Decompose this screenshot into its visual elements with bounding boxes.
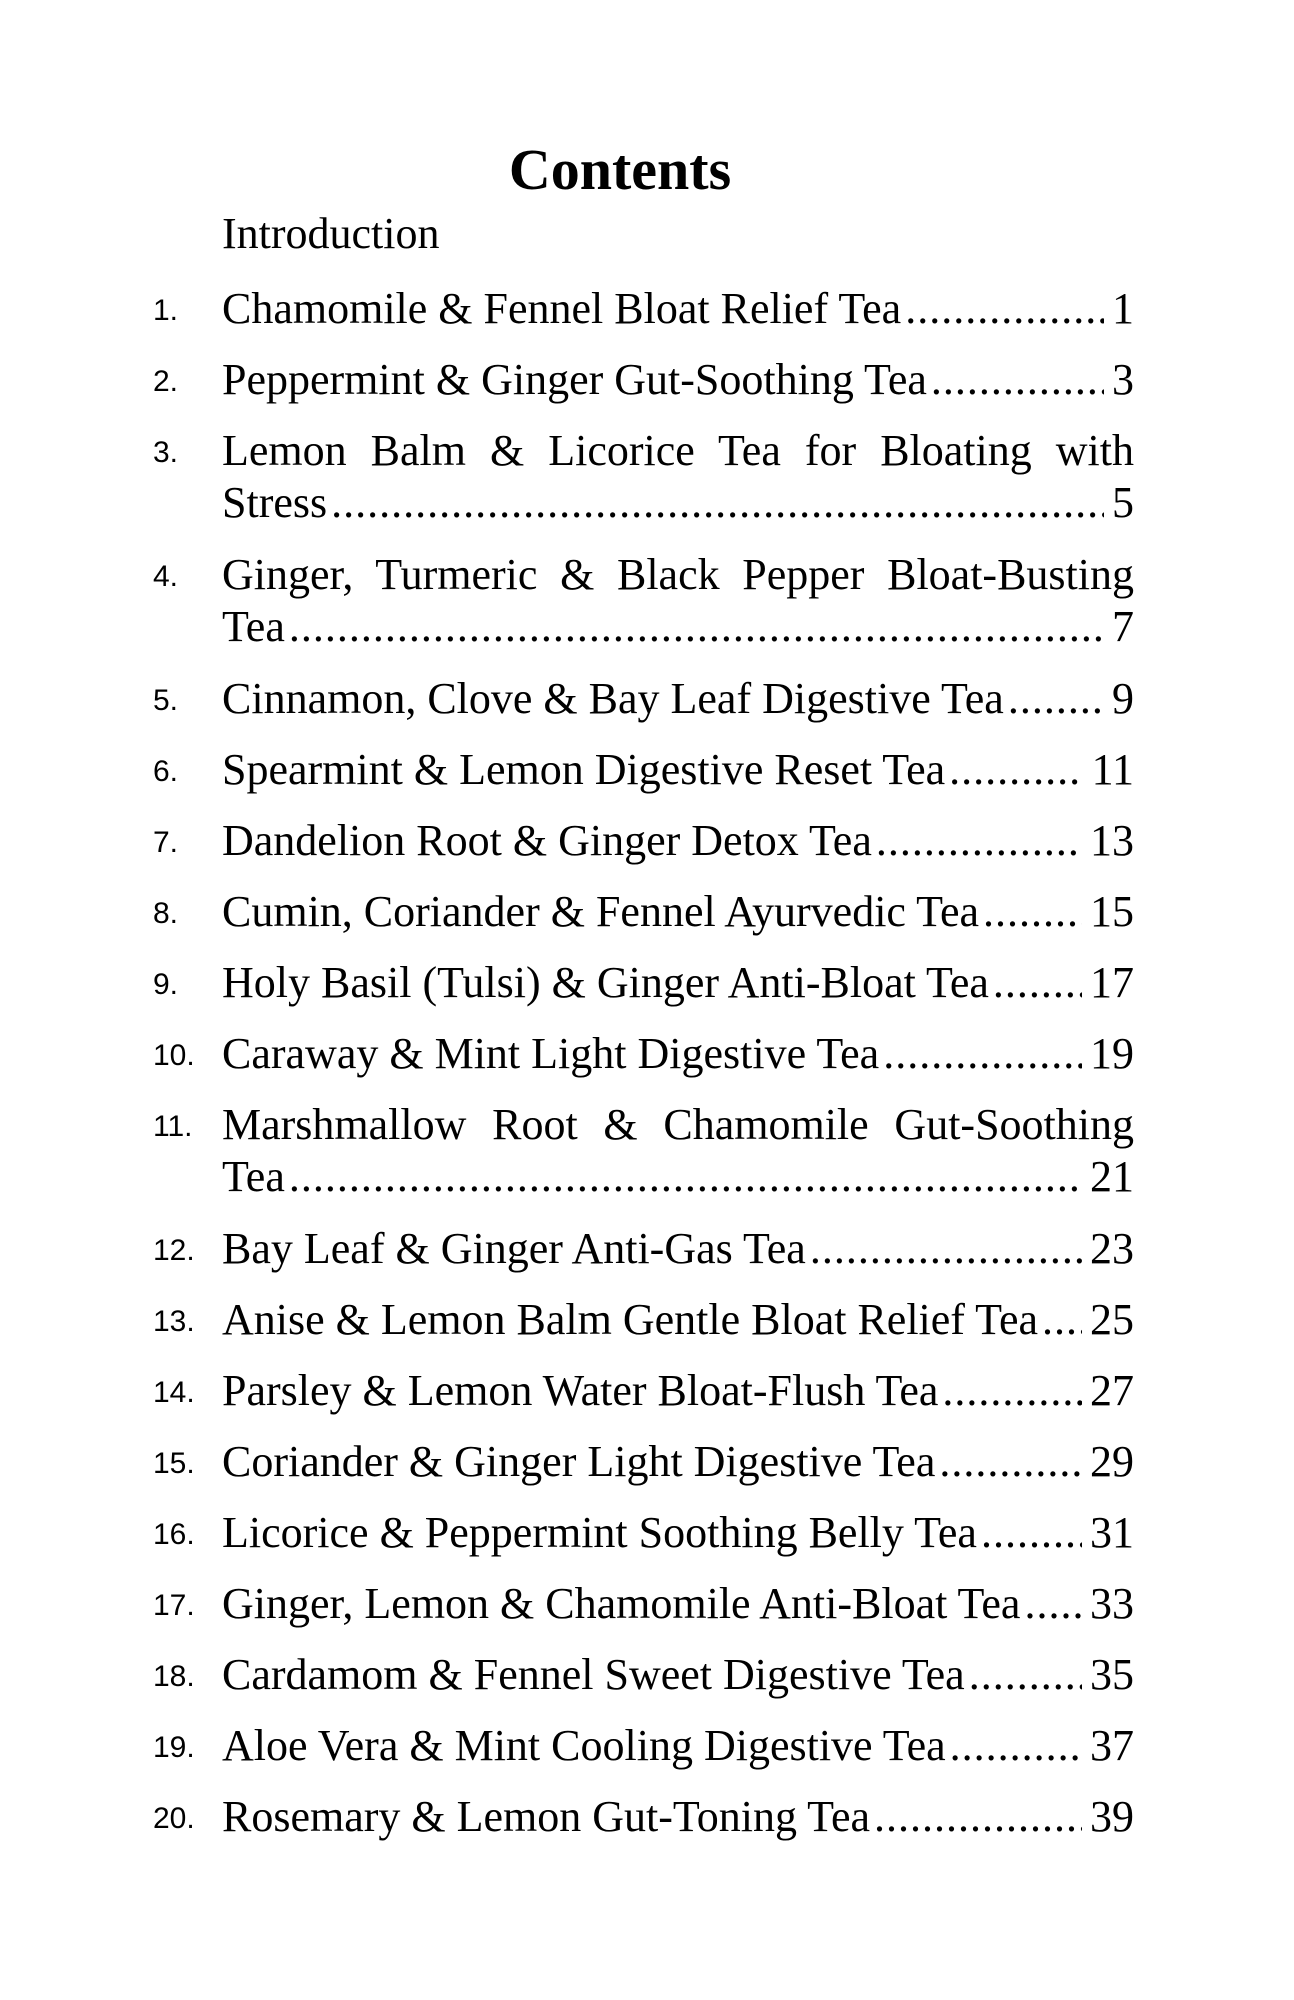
dot-leader xyxy=(1008,672,1104,726)
toc-entry-number: 3. xyxy=(153,436,179,469)
toc-entry-number: 18. xyxy=(153,1660,195,1693)
dot-leader xyxy=(810,1222,1082,1276)
toc-entry-number: 1. xyxy=(153,294,179,327)
dot-leader xyxy=(969,1648,1082,1702)
dot-leader xyxy=(331,476,1104,530)
toc-entry-page-number: 27 xyxy=(1090,1366,1134,1415)
dot-leader xyxy=(981,1506,1082,1560)
toc-entry-title: Rosemary & Lemon Gut-Toning Tea xyxy=(222,1792,871,1841)
toc-entry-title: Parsley & Lemon Water Bloat-Flush Tea xyxy=(222,1366,939,1415)
toc-entry-number: 13. xyxy=(153,1305,195,1338)
toc-entry-number: 19. xyxy=(153,1731,195,1764)
toc-entry-page-number: 25 xyxy=(1090,1295,1134,1344)
toc-entry-page-number: 35 xyxy=(1090,1650,1134,1699)
toc-entry-title: Cinnamon, Clove & Bay Leaf Digestive Tea xyxy=(222,674,1004,723)
dot-leader xyxy=(1024,1577,1082,1631)
dot-leader xyxy=(1042,1293,1082,1347)
toc-entry-title: Stress xyxy=(222,478,328,527)
toc-entry-title-line1: Ginger, Turmeric & Black Pepper Bloat-Busting xyxy=(222,550,1134,599)
toc-entry-number: 10. xyxy=(153,1039,195,1072)
toc-entry-page-number: 17 xyxy=(1090,958,1134,1007)
toc-entry-page-number: 31 xyxy=(1090,1508,1134,1557)
toc-entry-number: 12. xyxy=(153,1234,195,1267)
page-title: Contents xyxy=(508,137,732,202)
toc-entry-number: 8. xyxy=(153,897,179,930)
toc-entry-title: Aloe Vera & Mint Cooling Digestive Tea xyxy=(222,1721,946,1770)
toc-entry-title: Coriander & Ginger Light Digestive Tea xyxy=(222,1437,936,1486)
dot-leader xyxy=(949,743,1083,797)
toc-entry-page-number: 39 xyxy=(1090,1792,1134,1841)
toc-entry-title: Cardamom & Fennel Sweet Digestive Tea xyxy=(222,1650,965,1699)
dot-leader xyxy=(950,1719,1082,1773)
toc-entry-number: 11. xyxy=(153,1110,193,1143)
toc-entry-page-number: 3 xyxy=(1112,355,1134,404)
toc-entry-page-number: 37 xyxy=(1090,1721,1134,1770)
dot-leader xyxy=(874,1790,1082,1844)
toc-entry-page-number: 13 xyxy=(1090,816,1134,865)
dot-leader xyxy=(983,885,1082,939)
toc-entry-page-number: 33 xyxy=(1090,1579,1134,1628)
toc-entry-title: Tea xyxy=(222,1152,285,1201)
toc-entry-title: Bay Leaf & Ginger Anti-Gas Tea xyxy=(222,1224,806,1273)
toc-introduction[interactable]: Introduction xyxy=(222,209,440,258)
toc-entry-number: 6. xyxy=(153,755,179,788)
toc-entry-number: 2. xyxy=(153,365,179,398)
toc-entry-title: Licorice & Peppermint Soothing Belly Tea xyxy=(222,1508,977,1557)
dot-leader xyxy=(883,1027,1082,1081)
toc-entry-title: Cumin, Coriander & Fennel Ayurvedic Tea xyxy=(222,887,980,936)
toc-entry-number: 9. xyxy=(153,968,179,1001)
toc-entry-title: Anise & Lemon Balm Gentle Bloat Relief Tea xyxy=(222,1295,1039,1344)
toc-entry-page-number: 5 xyxy=(1112,478,1134,527)
toc-entry-page-number: 15 xyxy=(1090,887,1134,936)
toc-entry-number: 16. xyxy=(153,1518,195,1551)
toc-entry-number: 4. xyxy=(153,560,179,593)
toc-entry-page-number: 1 xyxy=(1112,284,1134,333)
toc-entry-number: 5. xyxy=(153,684,179,717)
dot-leader xyxy=(993,956,1082,1010)
toc-entry-title-line1: Lemon Balm & Licorice Tea for Bloating with xyxy=(222,426,1134,475)
toc-entry-title-line1: Marshmallow Root & Chamomile Gut-Soothing xyxy=(222,1100,1134,1149)
toc-entry-title: Chamomile & Fennel Bloat Relief Tea xyxy=(222,284,902,333)
toc-entry-title: Tea xyxy=(222,602,285,651)
dot-leader xyxy=(942,1364,1082,1418)
toc-entry-number: 20. xyxy=(153,1802,195,1835)
toc-entry-page-number: 29 xyxy=(1090,1437,1134,1486)
toc-entry-title: Holy Basil (Tulsi) & Ginger Anti-Bloat Tea xyxy=(222,958,989,1007)
toc-entry-page-number: 7 xyxy=(1112,602,1134,651)
dot-leader xyxy=(931,353,1104,407)
toc-entry-page-number: 11 xyxy=(1091,745,1134,794)
dot-leader xyxy=(289,600,1104,654)
toc-entry-page-number: 9 xyxy=(1112,674,1134,723)
toc-entry-title: Peppermint & Ginger Gut-Soothing Tea xyxy=(222,355,927,404)
toc-entry-number: 14. xyxy=(153,1376,195,1409)
toc-entry-title: Caraway & Mint Light Digestive Tea xyxy=(222,1029,880,1078)
toc-entry-title: Spearmint & Lemon Digestive Reset Tea xyxy=(222,745,946,794)
dot-leader xyxy=(939,1435,1082,1489)
toc-entry-number: 7. xyxy=(153,826,179,859)
dot-leader xyxy=(876,814,1082,868)
toc-entry-number: 17. xyxy=(153,1589,195,1622)
toc-entry-number: 15. xyxy=(153,1447,195,1480)
dot-leader xyxy=(905,282,1104,336)
toc-entry-page-number: 19 xyxy=(1090,1029,1134,1078)
toc-entry-page-number: 21 xyxy=(1090,1152,1134,1201)
toc-entry-page-number: 23 xyxy=(1090,1224,1134,1273)
toc-entry-title: Dandelion Root & Ginger Detox Tea xyxy=(222,816,872,865)
dot-leader xyxy=(289,1150,1082,1204)
toc-entry-title: Ginger, Lemon & Chamomile Anti-Bloat Tea xyxy=(222,1579,1021,1628)
